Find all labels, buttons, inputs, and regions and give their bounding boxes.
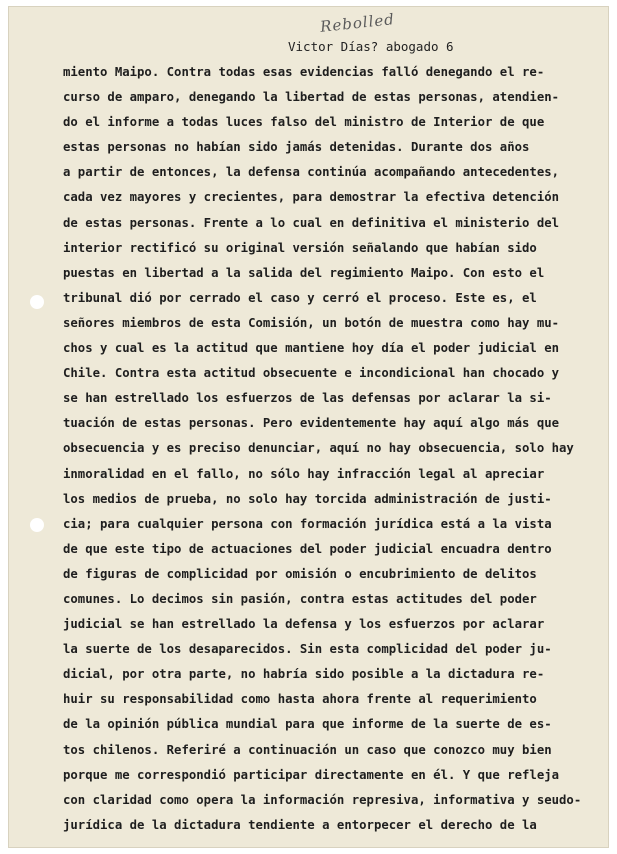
- text-line: inmoralidad en el fallo, no sólo hay infracción legal al apreciar: [63, 466, 545, 481]
- text-line: obsecuencia y es preciso denunciar, aquí no hay obsecuencia, solo hay: [63, 441, 574, 456]
- text-line: puestas en libertad a la salida del regimiento Maipo. Con esto el: [63, 265, 545, 280]
- text-line: los medios de prueba, no solo hay torcida administración de justi-: [63, 491, 552, 506]
- text-line: do el informe a todas luces falso del ministro de Interior de que: [63, 115, 545, 130]
- punch-hole: [30, 295, 44, 309]
- text-line: Chile. Contra esta actitud obsecuente e incondicional han chocado y: [63, 366, 560, 381]
- text-line: huir su responsabilidad como hasta ahora frente al requerimiento: [63, 692, 537, 707]
- text-line: chos y cual es la actitud que mantiene hoy día el poder judicial en: [63, 341, 560, 356]
- text-line: de estas personas. Frente a lo cual en definitiva el ministerio del: [63, 215, 560, 230]
- document-page: [8, 6, 609, 848]
- text-line: estas personas no habían sido jamás detenidas. Durante dos años: [63, 140, 530, 155]
- handwritten-note: Rebolled: [319, 10, 396, 36]
- text-line: tribunal dió por cerrado el caso y cerró el proceso. Este es, el: [63, 290, 537, 305]
- text-line: porque me correspondió participar directamente en él. Y que refleja: [63, 767, 560, 782]
- text-line: de que este tipo de actuaciones del poder judicial encuadra dentro: [63, 541, 552, 556]
- text-line: la suerte de los desaparecidos. Sin esta complicidad del poder ju-: [63, 642, 552, 657]
- typed-body-text: [63, 60, 582, 838]
- text-line: señores miembros de esta Comisión, un botón de muestra como hay mu-: [63, 315, 560, 330]
- text-line: se han estrellado los esfuerzos de las defensas por aclarar la si-: [63, 391, 552, 406]
- text-line: tuación de estas personas. Pero evidentemente hay aquí algo más que: [63, 416, 560, 431]
- text-line: dicial, por otra parte, no habría sido posible a la dictadura re-: [63, 667, 545, 682]
- text-line: de figuras de complicidad por omisión o encubrimiento de delitos: [63, 566, 537, 581]
- text-line: curso de amparo, denegando la libertad de estas personas, atendien-: [63, 90, 560, 105]
- text-line: a partir de entonces, la defensa continúa acompañando antecedentes,: [63, 165, 560, 180]
- text-line: tos chilenos. Referiré a continuación un caso que conozco muy bien: [63, 742, 552, 757]
- punch-hole: [30, 518, 44, 532]
- text-line: con claridad como opera la información represiva, informativa y seudo-: [63, 792, 582, 807]
- text-line: interior rectificó su original versión señalando que habían sido: [63, 240, 537, 255]
- text-line: judicial se han estrellado la defensa y los esfuerzos por aclarar: [63, 617, 545, 632]
- text-line: miento Maipo. Contra todas esas evidencias falló denegando el re-: [63, 65, 545, 79]
- text-line: comunes. Lo decimos sin pasión, contra estas actitudes del poder: [63, 591, 537, 606]
- text-line: cia; para cualquier persona con formación jurídica está a la vista: [63, 516, 552, 531]
- text-line: cada vez mayores y crecientes, para demostrar la efectiva detención: [63, 190, 560, 205]
- text-line: de la opinión pública mundial para que informe de la suerte de es-: [63, 717, 552, 732]
- page-header: Victor Días? abogado 6: [288, 39, 454, 54]
- text-line: jurídica de la dictadura tendiente a entorpecer el derecho de la: [63, 817, 537, 832]
